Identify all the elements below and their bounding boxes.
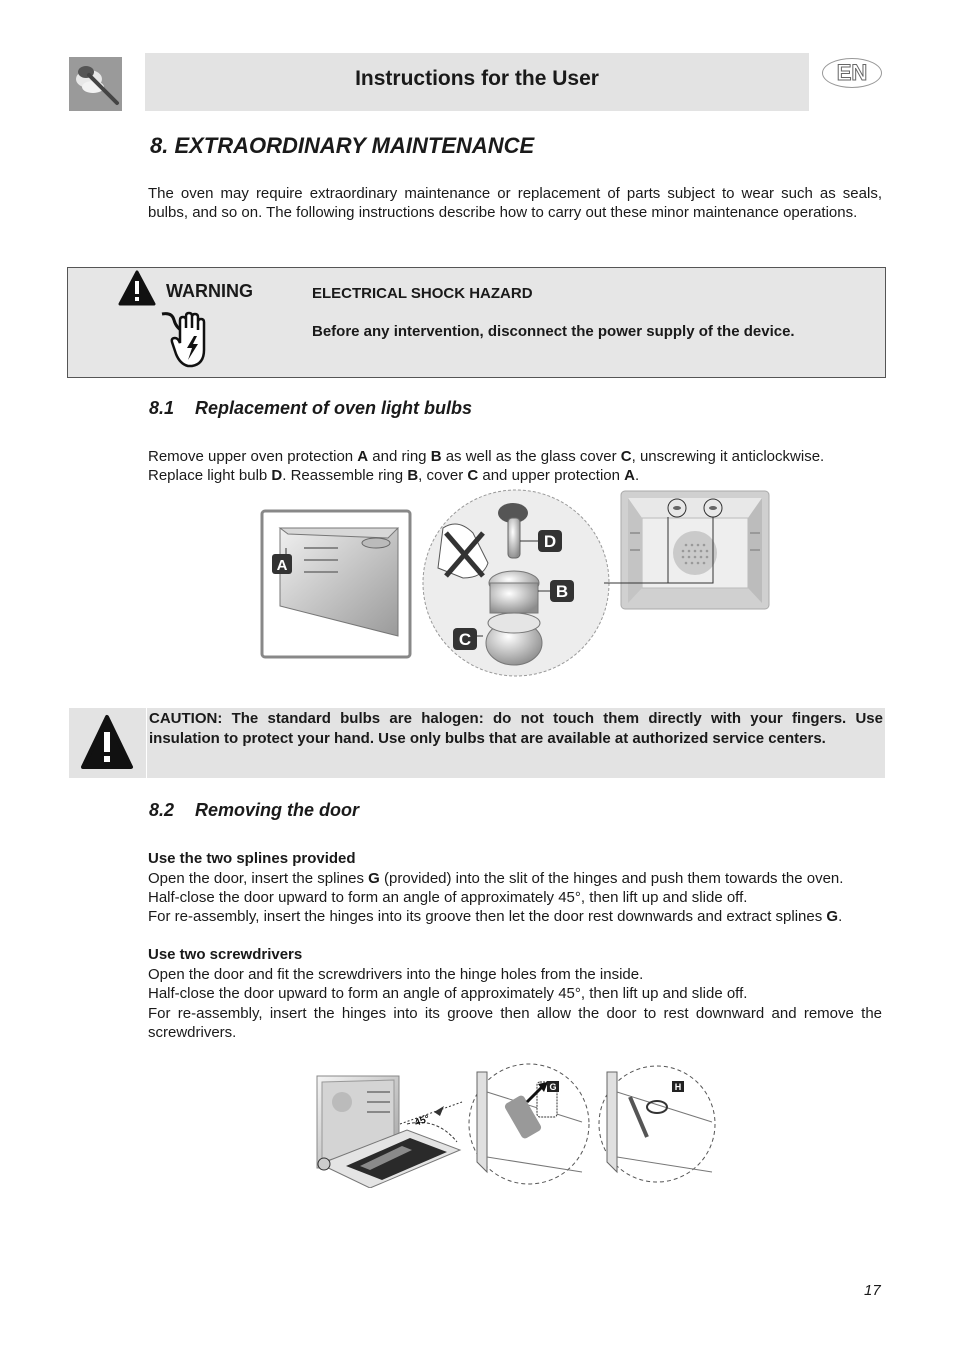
caution-icon-cell <box>69 708 147 778</box>
header-title: Instructions for the User <box>355 67 599 90</box>
screwdrivers-line-1: Open the door and fit the screwdrivers into the hinge holes from the inside. <box>148 966 644 983</box>
bulb-instruction-line-2 <box>148 466 639 485</box>
electric-shock-hand-icon <box>158 310 218 368</box>
bulb-instruction-line-1 <box>148 447 884 466</box>
subsection-title-8-1 <box>149 398 472 419</box>
text: For re-assembly, insert the hinges into its groove then let the door rest downwards and extract splines <box>148 908 827 925</box>
label-d: D <box>543 532 557 551</box>
splines-line-1 <box>148 869 843 888</box>
splines-heading: Use the two splines provided <box>148 850 356 867</box>
warning-title: ELECTRICAL SHOCK HAZARD <box>312 285 533 302</box>
text: Replace light bulb <box>148 467 272 484</box>
text: . Reassemble ring <box>282 467 408 484</box>
intro-paragraph: The oven may require extraordinary maintenance or replacement of parts subject to wear such as seals, bulbs, and so on. The following instructions describe how to carry out these minor maintenance operations. <box>148 185 882 221</box>
label-ref: G <box>368 870 380 887</box>
chef-spoon-icon <box>69 57 122 111</box>
subsection-number: 8.2 <box>149 800 175 820</box>
bulb-replacement-figure <box>258 488 778 680</box>
text: Remove upper oven protection <box>148 448 358 465</box>
section-title: 8. EXTRAORDINARY MAINTENANCE <box>150 133 535 158</box>
text: , cover <box>418 467 468 484</box>
label-ref: C <box>467 467 479 484</box>
label-h: H <box>674 1082 682 1092</box>
label-ref: C <box>620 448 632 465</box>
text: . <box>634 467 640 484</box>
subsection-title-8-2 <box>149 800 359 821</box>
screwdrivers-heading: Use two screwdrivers <box>148 946 303 963</box>
label-a: A <box>276 557 288 574</box>
label-ref: B <box>430 448 442 465</box>
text: (provided) into the slit of the hinges and push them towards the oven. <box>379 870 844 887</box>
door-removal-figure <box>312 1062 718 1188</box>
splines-line-3 <box>148 907 842 926</box>
label-ref: A <box>357 448 369 465</box>
subsection-heading: Removing the door <box>195 800 360 820</box>
text: . <box>838 908 843 925</box>
text: Open the door, insert the splines <box>148 870 369 887</box>
text: as well as the glass cover <box>441 448 621 465</box>
label-b: B <box>555 582 569 601</box>
label-c: C <box>458 630 472 649</box>
page-number: 17 <box>864 1282 881 1299</box>
angle-label: 45° <box>413 1113 432 1129</box>
label-ref: D <box>271 467 283 484</box>
text: and upper protection <box>478 467 625 484</box>
label-ref: A <box>624 467 635 484</box>
subsection-heading: Replacement of oven light bulbs <box>195 398 473 418</box>
screwdrivers-line-2: Half-close the door upward to form an angle of approximately 45°, then lift up and slide off. <box>148 985 748 1002</box>
header-bar <box>145 53 809 111</box>
warning-text: Before any intervention, disconnect the power supply of the device. <box>312 323 795 340</box>
warning-box <box>67 267 886 378</box>
caution-triangle-icon <box>79 712 135 772</box>
splines-line-2: Half-close the door upward to form an angle of approximately 45°, then lift up and slide off. <box>148 889 748 906</box>
caution-text: CAUTION: The standard bulbs are halogen: do not touch them directly with your fingers. Use insulation to protect your hand. Use only bulbs that are available at authorized service centers. <box>149 710 883 747</box>
label-ref: G <box>826 908 839 925</box>
brand-logo <box>69 57 122 111</box>
caution-box <box>69 708 885 778</box>
text: and ring <box>368 448 431 465</box>
subsection-number: 8.1 <box>149 398 175 418</box>
language-badge: EN <box>822 58 882 88</box>
screwdrivers-line-3: For re-assembly, insert the hinges into its groove then allow the door to rest downward and remove the screwdrivers. <box>148 1005 882 1041</box>
text: , unscrewing it anticlockwise. <box>631 448 825 465</box>
warning-label: WARNING <box>166 281 253 301</box>
label-g: G <box>549 1082 557 1092</box>
warning-triangle-icon <box>118 270 156 306</box>
label-ref: B <box>407 467 419 484</box>
